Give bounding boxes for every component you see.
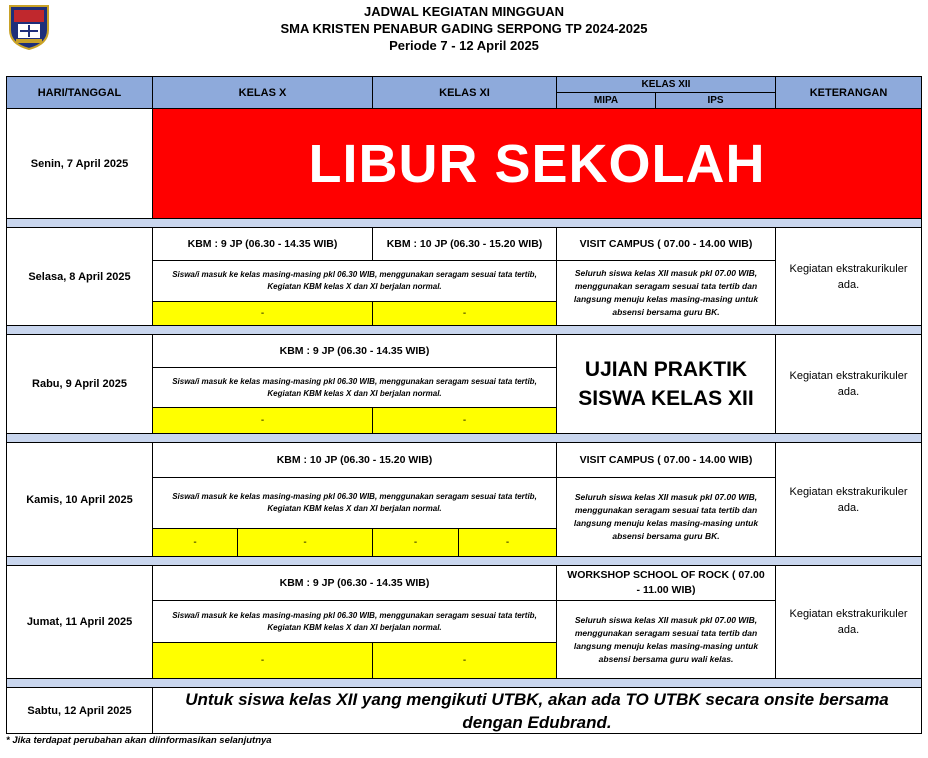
day-sabtu: Sabtu, 12 April 2025 [6, 687, 153, 734]
xii-activity-title: VISIT CAMPUS ( 07.00 - 14.00 WIB) [556, 227, 776, 261]
keterangan-selasa: Kegiatan ekstrakurikuler ada. [775, 227, 922, 326]
keterangan-jumat: Kegiatan ekstrakurikuler ada. [775, 565, 922, 679]
xii-activity-title: VISIT CAMPUS ( 07.00 - 14.00 WIB) [556, 442, 776, 478]
period: Periode 7 - 12 April 2025 [389, 38, 539, 53]
day-kamis: Kamis, 10 April 2025 [6, 442, 153, 557]
ujian-praktik-block [556, 334, 776, 434]
col-header-mipa: MIPA [556, 92, 656, 109]
school-name: SMA KRISTEN PENABUR GADING SERPONG TP 2024-2025 [280, 21, 648, 36]
col-header-ips: IPS [655, 92, 776, 109]
document-header [0, 0, 928, 60]
yellow-cell-xi: - [372, 301, 557, 326]
kbm-kelas-xi: KBM : 10 JP (06.30 - 15.20 WIB) [372, 227, 557, 261]
yellow-cell-x: - [152, 407, 373, 434]
col-header-keterangan: KETERANGAN [775, 76, 922, 109]
kbm-kelas-x-xi: KBM : 9 JP (06.30 - 14.35 WIB) [152, 565, 557, 601]
kbm-note: Siswa/i masuk ke kelas masing-masing pkl 06.30 WIB, menggunakan seragam sesuai tata tertib, Kegiatan KBM kelas X dan XI berjalan normal. [152, 477, 557, 529]
yellow-cell-2: - [237, 528, 373, 557]
keterangan-rabu: Kegiatan ekstrakurikuler ada. [775, 334, 922, 434]
yellow-cell-xi: - [372, 407, 557, 434]
utbk-message: Untuk siswa kelas XII yang mengikuti UTBK, akan ada TO UTBK secara onsite bersama dengan Edubrand. [152, 687, 922, 734]
keterangan-kamis: Kegiatan ekstrakurikuler ada. [775, 442, 922, 557]
yellow-cell-xi: - [372, 642, 557, 679]
day-jumat: Jumat, 11 April 2025 [6, 565, 153, 679]
col-header-kelas-x: KELAS X [152, 76, 373, 109]
xii-activity-note: Seluruh siswa kelas XII masuk pkl 07.00 WIB, menggunakan seragam sesuai tata tertib dan langsung menuju kelas masing-masing untuk absensi bersama guru BK. [556, 260, 776, 326]
kbm-note: Siswa/i masuk ke kelas masing-masing pkl 06.30 WIB, menggunakan seragam sesuai tata tertib, Kegiatan KBM kelas X dan XI berjalan normal. [152, 260, 557, 302]
col-header-kelas-xii: KELAS XII [556, 76, 776, 93]
xii-activity-title: WORKSHOP SCHOOL OF ROCK ( 07.00 - 11.00 WIB) [556, 565, 776, 601]
yellow-cell-x: - [152, 301, 373, 326]
footer-note: * Jika terdapat perubahan akan diinformasikan selanjutnya [6, 735, 272, 746]
ujian-line-2: SISWA KELAS XII [578, 387, 754, 410]
yellow-cell-x: - [152, 642, 373, 679]
col-header-day: HARI/TANGGAL [6, 76, 153, 109]
xii-activity-note: Seluruh siswa kelas XII masuk pkl 07.00 WIB, menggunakan seragam sesuai tata tertib dan langsung menuju kelas masing-masing untuk absensi bersama guru BK. [556, 477, 776, 557]
kbm-note: Siswa/i masuk ke kelas masing-masing pkl 06.30 WIB, menggunakan seragam sesuai tata tertib, Kegiatan KBM kelas X dan XI berjalan normal. [152, 367, 557, 408]
ujian-line-1: UJIAN PRAKTIK [584, 358, 748, 381]
day-rabu: Rabu, 9 April 2025 [6, 334, 153, 434]
kbm-note: Siswa/i masuk ke kelas masing-masing pkl 06.30 WIB, menggunakan seragam sesuai tata tertib, Kegiatan KBM kelas X dan XI berjalan normal. [152, 600, 557, 643]
kbm-kelas-x: KBM : 9 JP (06.30 - 14.35 WIB) [152, 227, 373, 261]
day-selasa: Selasa, 8 April 2025 [6, 227, 153, 326]
xii-activity-note: Seluruh siswa kelas XII masuk pkl 07.00 WIB, menggunakan seragam sesuai tata tertib dan langsung menuju kelas masing-masing untuk absensi bersama guru wali kelas. [556, 600, 776, 679]
col-header-kelas-xi: KELAS XI [372, 76, 557, 109]
kbm-kelas-x-xi: KBM : 9 JP (06.30 - 14.35 WIB) [152, 334, 557, 368]
yellow-cell-4: - [458, 528, 557, 557]
document-title: JADWAL KEGIATAN MINGGUAN [363, 4, 565, 19]
yellow-cell-1: - [152, 528, 238, 557]
libur-sekolah-banner: LIBUR SEKOLAH [152, 108, 922, 219]
yellow-cell-3: - [372, 528, 459, 557]
kbm-kelas-x-xi: KBM : 10 JP (06.30 - 15.20 WIB) [152, 442, 557, 478]
day-senin: Senin, 7 April 2025 [6, 108, 153, 219]
